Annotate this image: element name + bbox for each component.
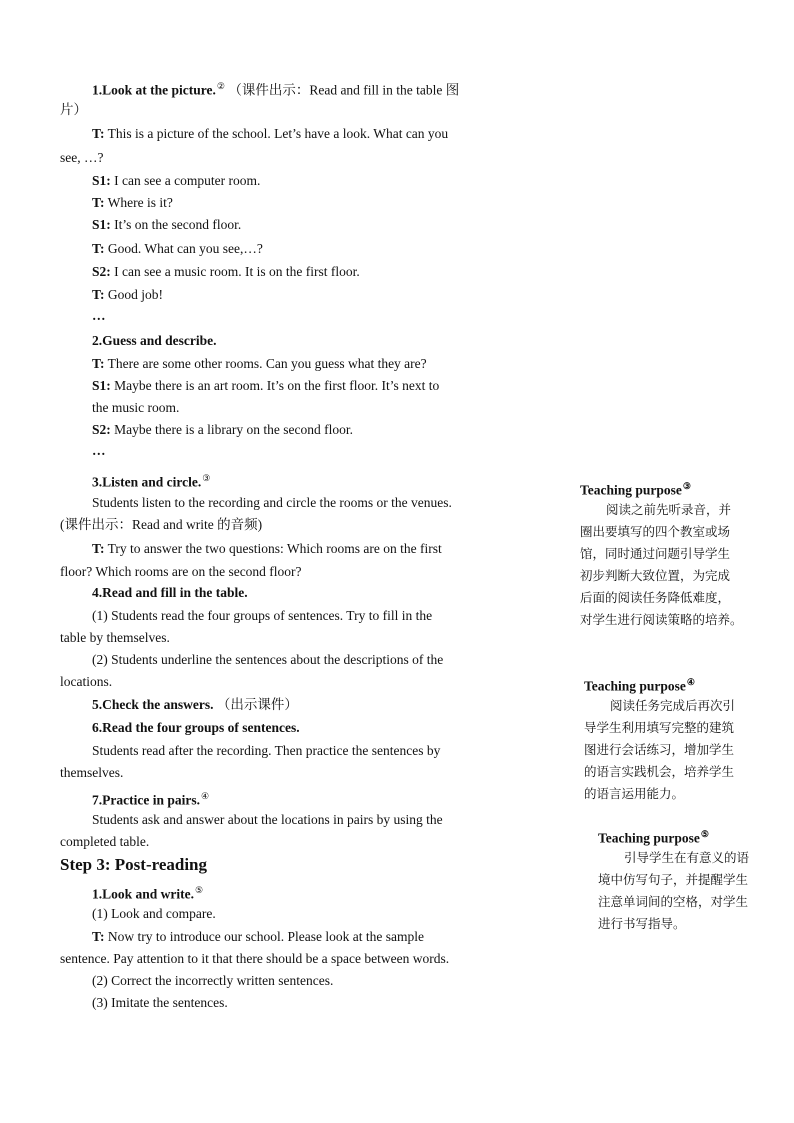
step-3-heading	[92, 468, 210, 493]
paragraph: Students listen to the recording and circle the rooms or the venues.	[92, 495, 452, 510]
purpose-text: 境中仿写句子，并提醒学生	[598, 872, 749, 887]
teaching-purpose-box	[584, 677, 774, 805]
speaker-label: S1:	[92, 217, 111, 232]
ellipsis: …	[92, 443, 106, 458]
speaker-label: T:	[92, 241, 105, 256]
dialogue-text: Good. What can you see,…?	[107, 241, 263, 256]
purpose-text: 的语言运用能力。	[584, 786, 685, 801]
dialogue-line	[92, 927, 424, 947]
speaker-label: T:	[92, 929, 105, 944]
footnote-ref: ④	[686, 677, 695, 687]
teaching-purpose-label: Teaching purpose	[598, 830, 700, 846]
courseware-note: （出示课件）	[216, 697, 298, 712]
dialogue-text: I can see a music room. It is on the first floor.	[114, 264, 360, 279]
purpose-text: 阅读之前先听录音，并	[606, 502, 732, 517]
dialogue-line	[92, 354, 427, 374]
dialogue-line	[92, 124, 448, 144]
dialogue-text: Try to answer the two questions: Which rooms are on the first	[107, 541, 442, 556]
dialogue-line	[92, 215, 241, 235]
purpose-text: 对学生进行阅读策略的培养。	[580, 612, 743, 627]
teaching-purpose-title	[598, 829, 778, 847]
paragraph: Students ask and answer about the locations in pairs by using the	[92, 812, 443, 827]
dialogue-line	[92, 285, 163, 305]
purpose-text: 馆，同时通过问题引导学生	[580, 546, 731, 561]
purpose-text: 引导学生在有意义的语	[624, 850, 750, 865]
speaker-label: S2:	[92, 264, 111, 279]
courseware-note: (课件出示：Read and write 的音频)	[60, 517, 263, 532]
dialogue-text: There are some other rooms. Can you guess what they are?	[107, 356, 427, 371]
step-1-heading	[92, 76, 459, 101]
dialogue-line	[92, 539, 442, 559]
purpose-text: 圈出要填写的四个教室或场	[580, 524, 731, 539]
step-2-title: 2.Guess and describe.	[92, 333, 217, 348]
teaching-purpose-label: Teaching purpose	[584, 678, 686, 694]
courseware-note-cont: 片）	[60, 102, 87, 117]
purpose-text: 初步判断大致位置，为完成	[580, 568, 731, 583]
dialogue-line	[92, 376, 439, 396]
footnote-ref: ⑤	[700, 829, 709, 839]
purpose-text: 阅读任务完成后再次引	[610, 698, 736, 713]
step-7-heading	[92, 786, 209, 811]
dialogue-text: This is a picture of the school. Let’s have a look. What can you	[107, 126, 449, 141]
purpose-text: 后面的阅读任务降低难度，	[580, 590, 731, 605]
teaching-purpose-title	[580, 481, 770, 499]
dialogue-text: Maybe there is a library on the second floor.	[114, 422, 353, 437]
paragraph: themselves.	[60, 765, 124, 780]
dialogue-line	[92, 193, 173, 213]
step-5-heading	[92, 695, 298, 715]
speaker-label: S2:	[92, 422, 111, 437]
dialogue-text: sentence. Pay attention to it that there should be a space between words.	[60, 951, 450, 966]
dialogue-line	[92, 239, 263, 259]
step-4-title: 4.Read and fill in the table.	[92, 585, 248, 600]
teaching-purpose-title	[584, 677, 774, 695]
footnote-ref: ③	[682, 481, 691, 491]
dialogue-text: It’s on the second floor.	[114, 217, 242, 232]
step-1-title: 1.Look at the picture.	[92, 82, 216, 98]
speaker-label: T:	[92, 126, 105, 141]
paragraph: completed table.	[60, 834, 150, 849]
post-step-1-heading	[92, 880, 203, 905]
paragraph: Students read after the recording. Then practice the sentences by	[92, 743, 441, 758]
dialogue-text: the music room.	[92, 400, 180, 415]
footnote-ref: ③	[202, 473, 211, 483]
dialogue-text: Now try to introduce our school. Please look at the sample	[107, 929, 424, 944]
paragraph: (2) Correct the incorrectly written sentences.	[92, 973, 334, 988]
step-7-title: 7.Practice in pairs.	[92, 792, 200, 808]
speaker-label: S1:	[92, 173, 111, 188]
post-step-1-title: 1.Look and write.	[92, 886, 195, 902]
dialogue-text: see, …?	[60, 150, 104, 165]
purpose-text: 进行书写指导。	[598, 916, 686, 931]
paragraph: locations.	[60, 674, 113, 689]
speaker-label: T:	[92, 195, 105, 210]
step-3-title: 3.Listen and circle.	[92, 474, 202, 490]
teaching-purpose-box	[598, 829, 778, 935]
speaker-label: T:	[92, 287, 105, 302]
dialogue-line	[92, 262, 360, 282]
teaching-purpose-box	[580, 481, 770, 631]
speaker-label: T:	[92, 356, 105, 371]
footnote-ref: ②	[216, 81, 225, 91]
purpose-text: 图进行会话练习，增加学生	[584, 742, 735, 757]
dialogue-text: Maybe there is an art room. It’s on the first floor. It’s next to	[114, 378, 440, 393]
purpose-text: 的语言实践机会，培养学生	[584, 764, 735, 779]
courseware-note: （课件出示：Read and fill in the table 图	[228, 82, 460, 98]
paragraph: (3) Imitate the sentences.	[92, 995, 228, 1010]
teaching-purpose-label: Teaching purpose	[580, 482, 682, 498]
footnote-ref: ④	[200, 791, 210, 801]
section-heading: Step 3: Post-reading	[60, 855, 208, 874]
ellipsis: …	[92, 308, 106, 323]
footnote-ref: ⑤	[195, 885, 204, 895]
paragraph: (2) Students underline the sentences about the descriptions of the	[92, 652, 444, 667]
dialogue-text: I can see a computer room.	[114, 173, 261, 188]
dialogue-text: Where is it?	[107, 195, 173, 210]
paragraph: (1) Students read the four groups of sentences. Try to fill in the	[92, 608, 433, 623]
speaker-label: T:	[92, 541, 105, 556]
step-6-title: 6.Read the four groups of sentences.	[92, 720, 300, 735]
step-5-title: 5.Check the answers.	[92, 697, 214, 712]
dialogue-line	[92, 171, 260, 191]
speaker-label: S1:	[92, 378, 111, 393]
purpose-text: 注意单词间的空格，对学生	[598, 894, 749, 909]
paragraph: (1) Look and compare.	[92, 906, 216, 921]
dialogue-line	[92, 420, 353, 440]
paragraph: table by themselves.	[60, 630, 170, 645]
dialogue-text: floor? Which rooms are on the second floor?	[60, 564, 302, 579]
purpose-text: 导学生利用填写完整的建筑	[584, 720, 735, 735]
dialogue-text: Good job!	[107, 287, 163, 302]
